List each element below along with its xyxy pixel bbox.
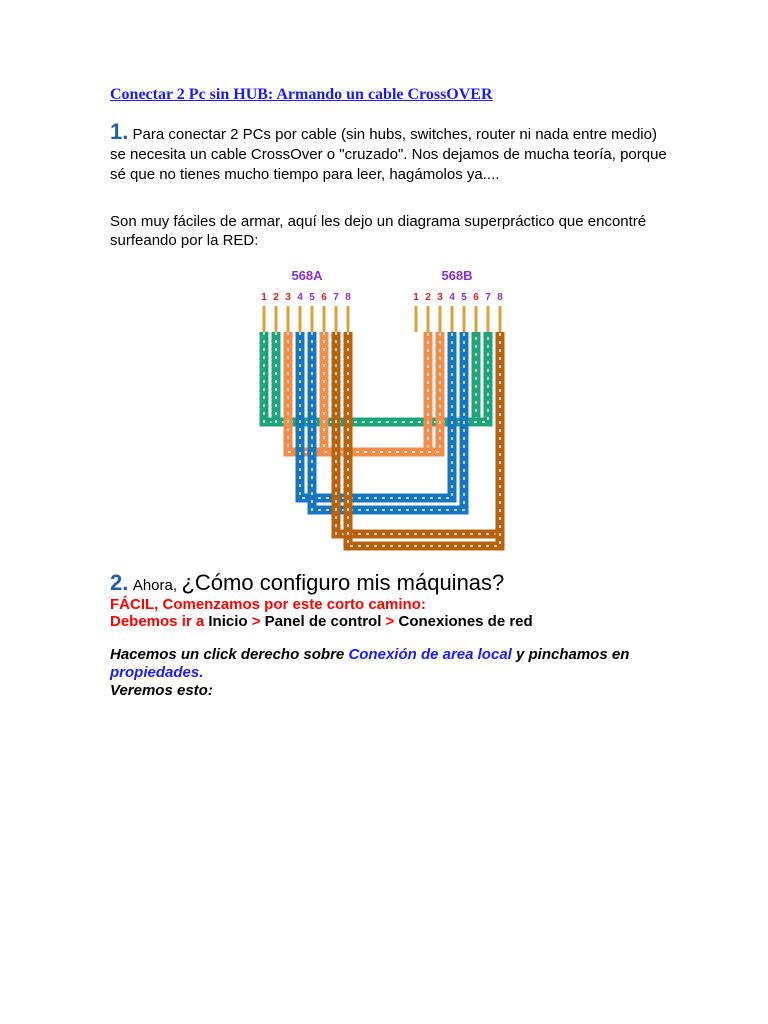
path-separator: > (251, 613, 261, 630)
section-2-number: 2. (110, 570, 129, 595)
label-568a: 568A (291, 268, 323, 283)
instruction-paragraph (110, 646, 670, 700)
facil-line: FÁCIL, Comenzamos por este corto camino: (110, 596, 426, 613)
section-2-heading (110, 570, 504, 596)
pin-number: 5 (461, 292, 467, 303)
wire-stripe (324, 332, 440, 452)
pin-number: 5 (309, 292, 315, 303)
instruction-end: . (199, 664, 204, 681)
veremos-text: Veremos esto: (110, 682, 213, 699)
pin-numbers-568a (261, 292, 351, 303)
pin-number: 6 (473, 292, 479, 303)
link-conexion-area-local[interactable]: Conexión de area local (348, 646, 512, 663)
section-1-number: 1. (110, 119, 129, 144)
link-propiedades[interactable]: propiedades (110, 664, 200, 681)
wire-path (324, 332, 440, 452)
section-2-ahora: Ahora, (132, 577, 178, 594)
section-2-question: ¿Cómo configuro mis máquinas? (181, 570, 505, 595)
path-conexiones-de-red: Conexiones de red (398, 613, 533, 630)
pin-number: 8 (345, 292, 351, 303)
instruction-mid: y pinchamos en (516, 646, 630, 663)
pin-number: 6 (321, 292, 327, 303)
crossover-cable-diagram (250, 262, 520, 554)
label-568b: 568B (441, 268, 473, 283)
section-1-text: Para conectar 2 PCs por cable (sin hubs, switches, router ni nada entre medio) se necesita un cable CrossOver o "cruzado". Nos dejamos de mucha teoría, porque sé que no tienes mucho tiempo para leer, hagámolos ya.... (110, 126, 667, 183)
pin-number: 7 (485, 292, 491, 303)
path-inicio: Inicio (208, 613, 248, 630)
pin-number: 7 (333, 292, 339, 303)
pin-number: 4 (449, 292, 455, 303)
pin-numbers-568b (413, 292, 503, 303)
pin-number: 4 (297, 292, 303, 303)
pin-number: 3 (437, 292, 443, 303)
page-title[interactable]: Conectar 2 Pc sin HUB: Armando un cable CrossOVER (110, 86, 493, 103)
pin-number: 2 (425, 292, 431, 303)
instruction-pre: Hacemos un click derecho sobre (110, 646, 345, 663)
pin-number: 1 (261, 292, 267, 303)
pin-number: 2 (273, 292, 279, 303)
wire-paths (264, 306, 500, 546)
intro-paragraph: Son muy fáciles de armar, aquí les dejo un diagrama superpráctico que encontré surfeando por la RED: (110, 213, 647, 249)
pin-number: 1 (413, 292, 419, 303)
pin-number: 3 (285, 292, 291, 303)
pin-number: 8 (497, 292, 503, 303)
navigation-path (110, 613, 533, 630)
path-panel-de-control: Panel de control (264, 613, 382, 630)
path-lead: Debemos ir a (110, 613, 205, 630)
section-1-paragraph (110, 119, 670, 185)
path-separator: > (385, 613, 395, 630)
